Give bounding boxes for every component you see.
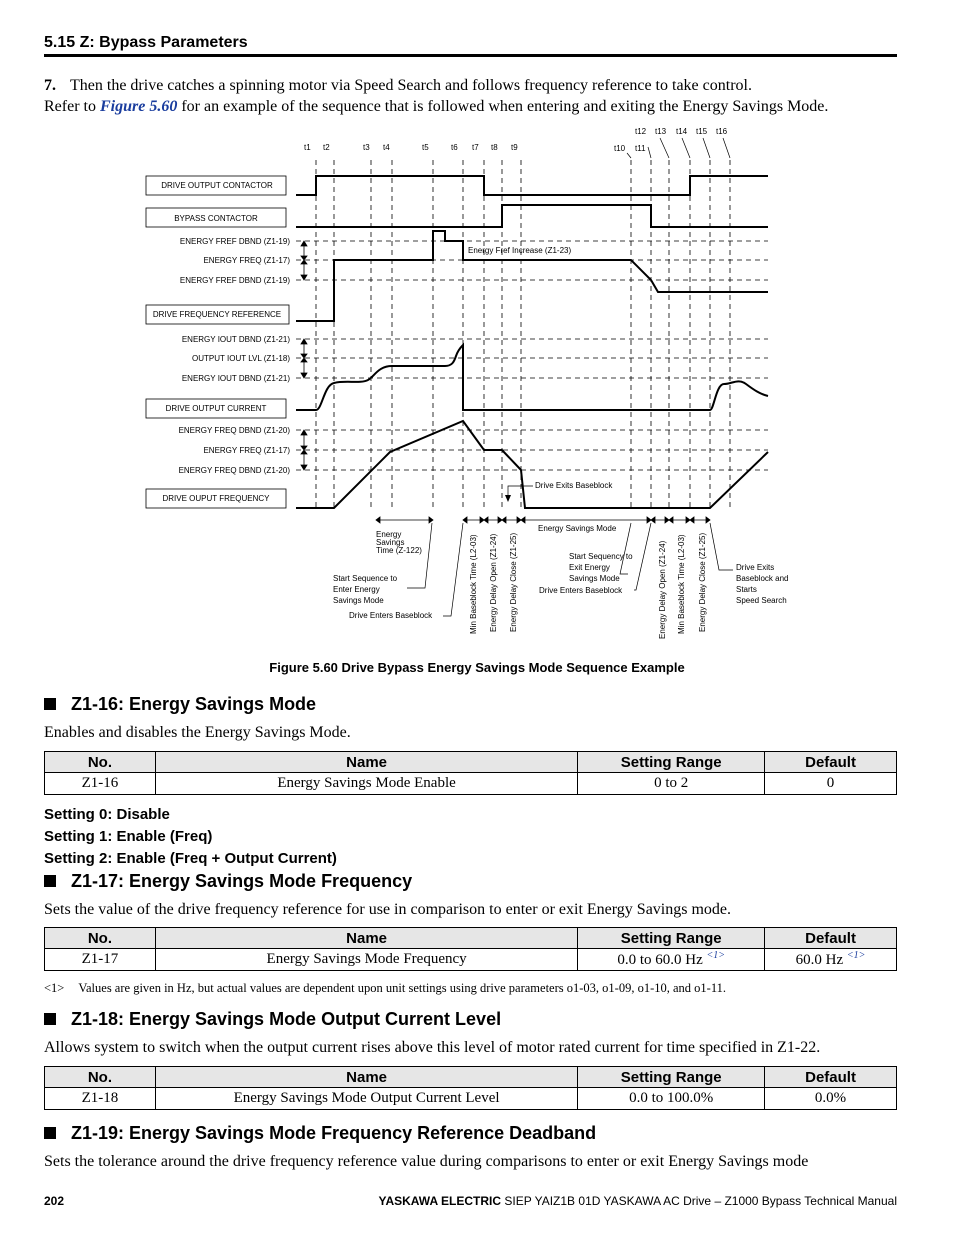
time-label: t7: [472, 143, 479, 152]
z1-17-description: Sets the value of the drive frequency reference for use in comparison to enter or exit Energy Savings mode.: [44, 901, 732, 918]
annotation-delay-open-2: Energy Delay Open (Z1-24): [658, 540, 667, 639]
step-line-1: Then the drive catches a spinning motor via Speed Search and follows frequency reference to take control.: [70, 77, 752, 94]
col-header: Name: [155, 1067, 577, 1088]
time-labels: [304, 127, 728, 153]
time-label: t11: [635, 144, 646, 153]
level-label: ENERGY FREQ (Z1-17): [203, 446, 290, 455]
time-label: t8: [491, 143, 498, 152]
signal-drive-output-current: DRIVE OUTPUT CURRENT: [165, 404, 267, 413]
time-label: t13: [655, 127, 667, 136]
z1-17-table: [44, 927, 897, 971]
z1-16-title: [44, 694, 316, 715]
table-header-row: [45, 752, 897, 773]
level-label: OUTPUT IOUT LVL (Z1-18): [192, 354, 290, 363]
setting-0: Setting 0: Disable: [44, 806, 170, 823]
z1-19-title-text: Z1-19: Energy Savings Mode Frequency Reference Deadband: [71, 1123, 597, 1143]
page-number: 202: [44, 1194, 65, 1208]
wave-output-current: [296, 345, 768, 410]
annotation-min-baseblock-time-1: Min Baseblock Time (L2-03): [469, 534, 478, 634]
cell-range: 0.0 to 100.0%: [578, 1088, 765, 1110]
annotation-energy-savings-time: Energy Savings Time (Z-122): [376, 530, 422, 555]
time-label: t3: [363, 143, 370, 152]
col-header: Default: [765, 928, 897, 949]
section-header: 5.15 Z: Bypass Parameters: [44, 34, 248, 51]
z1-16-description: Enables and disables the Energy Savings Mode.: [44, 724, 351, 741]
col-header: No.: [45, 1067, 156, 1088]
cell-no: Z1-17: [45, 949, 156, 971]
z1-18-table: [44, 1066, 897, 1110]
table-row: [45, 949, 897, 971]
level-label: ENERGY FREQ DBND (Z1-20): [178, 466, 290, 475]
square-bullet-icon: [44, 875, 56, 887]
z1-17-title-text: Z1-17: Energy Savings Mode Frequency: [71, 871, 413, 891]
setting-2: Setting 2: Enable (Freq + Output Current): [44, 850, 337, 867]
signal-drive-frequency-reference: DRIVE FREQUENCY REFERENCE: [152, 310, 282, 319]
footnote: [44, 981, 726, 996]
z1-19-description: Sets the tolerance around the drive frequency reference value during comparisons to enter or exit Energy Savings mode: [44, 1153, 809, 1170]
figure-caption: Figure 5.60 Drive Bypass Energy Savings Mode Sequence Example: [269, 660, 685, 675]
time-label: t2: [323, 143, 330, 152]
col-header: No.: [45, 752, 156, 773]
footer-manual-title: [379, 1194, 897, 1208]
level-labels: [179, 237, 291, 475]
annotation-start-seq-enter: Start Sequence to Enter Energy Savings Mode: [333, 574, 398, 605]
time-label: t6: [451, 143, 458, 152]
col-header: Default: [765, 752, 897, 773]
z1-18-description: Allows system to switch when the output current rises above this level of motor rated current for time specified in Z1-22.: [44, 1039, 821, 1056]
level-label: ENERGY FREF DBND (Z1-19): [179, 276, 290, 285]
annotation-energy-savings-mode: Energy Savings Mode: [538, 524, 617, 533]
col-header: No.: [45, 928, 156, 949]
wave-frequency-reference: [296, 231, 768, 321]
table-row: [45, 1088, 897, 1110]
z1-17-title: [44, 871, 412, 892]
level-label: ENERGY FREQ (Z1-17): [203, 256, 290, 265]
wave-output-frequency: [296, 421, 768, 508]
time-label: t16: [716, 127, 728, 136]
level-label: ENERGY FREF DBND (Z1-19): [179, 237, 290, 246]
annotation-drive-enters-baseblock-2: Drive Enters Baseblock: [539, 586, 623, 595]
z1-18-title-text: Z1-18: Energy Savings Mode Output Current Level: [71, 1009, 502, 1029]
annotation-drive-exits-baseblock: Drive Exits Baseblock: [535, 481, 613, 490]
wave-bypass-contactor: [296, 205, 768, 227]
col-header: Name: [155, 928, 577, 949]
annotation-fref-increase: Energy Fref Increase (Z1-23): [468, 246, 572, 255]
footnote-ref[interactable]: <1>: [846, 950, 866, 961]
time-label: t14: [676, 127, 688, 136]
col-header: Default: [765, 1067, 897, 1088]
signal-drive-output-frequency: DRIVE OUPUT FREQUENCY: [162, 494, 270, 503]
annotation-min-baseblock-time-2: Min Baseblock Time (L2-03): [677, 534, 686, 634]
annotation-start-seq-exit: Start Sequency to Exit Energy Savings Mode: [569, 552, 633, 583]
cell-no: Z1-18: [45, 1088, 156, 1110]
time-label: t1: [304, 143, 311, 152]
table-header-row: [45, 1067, 897, 1088]
refer-prefix: Refer to: [44, 98, 100, 115]
footnote-ref[interactable]: <1>: [706, 950, 726, 961]
annotation-exits-speed-search: Drive Exits Baseblock and Starts Speed Search: [736, 563, 789, 605]
time-label: t15: [696, 127, 708, 136]
cell-range-value: 0.0 to 60.0 Hz: [617, 952, 703, 968]
time-label: t12: [635, 127, 647, 136]
col-header: Setting Range: [578, 752, 765, 773]
time-label: t4: [383, 143, 390, 152]
signal-drive-output-contactor: DRIVE OUTPUT CONTACTOR: [161, 181, 273, 190]
annotation-delay-close-1: Energy Delay Close (Z1-25): [509, 532, 518, 632]
square-bullet-icon: [44, 698, 56, 710]
step-number: 7.: [44, 77, 56, 94]
annotation-delay-open-1: Energy Delay Open (Z1-24): [489, 533, 498, 632]
table-row: [45, 773, 897, 795]
time-guides: [296, 160, 768, 510]
time-label: t10: [614, 144, 626, 153]
cell-default-value: 60.0 Hz: [795, 952, 844, 968]
z1-16-table: [44, 751, 897, 795]
signal-bypass-contactor: BYPASS CONTACTOR: [174, 214, 258, 223]
square-bullet-icon: [44, 1013, 56, 1025]
time-label: t5: [422, 143, 429, 152]
z1-19-title: [44, 1123, 596, 1144]
cell-default: 0: [765, 773, 897, 795]
cell-name: Energy Savings Mode Output Current Level: [155, 1088, 577, 1110]
level-label: ENERGY FREQ DBND (Z1-20): [178, 426, 290, 435]
footer-brand: YASKAWA ELECTRIC: [378, 1194, 502, 1208]
footnote-text: Values are given in Hz, but actual values are dependent upon unit settings using drive parameters o1-03, o1-09, o1-10, and o1-11.: [78, 981, 726, 995]
time-label: t9: [511, 143, 518, 152]
footnote-marker: <1>: [44, 981, 65, 995]
annotation-delay-close-2: Energy Delay Close (Z1-25): [698, 532, 707, 632]
col-header: Name: [155, 752, 577, 773]
cell-name: Energy Savings Mode Frequency: [155, 949, 577, 971]
figure-link[interactable]: Figure 5.60: [99, 98, 178, 115]
level-label: ENERGY IOUT DBND (Z1-21): [181, 374, 290, 383]
col-header: Setting Range: [578, 1067, 765, 1088]
sequence-diagram: [0, 120, 954, 660]
annotation-drive-enters-baseblock-1: Drive Enters Baseblock: [349, 611, 433, 620]
cell-range: 0 to 2: [578, 773, 765, 795]
table-header-row: [45, 928, 897, 949]
setting-1: Setting 1: Enable (Freq): [44, 828, 213, 845]
cell-default: [765, 949, 897, 971]
footer-doc: SIEP YAIZ1B 01D YASKAWA AC Drive – Z1000 Bypass Technical Manual: [501, 1194, 897, 1208]
cell-default: 0.0%: [765, 1088, 897, 1110]
wave-drive-output-contactor: [296, 176, 768, 195]
header-rule: [44, 54, 897, 57]
step-7-paragraph: [44, 75, 904, 117]
cell-no: Z1-16: [45, 773, 156, 795]
square-bullet-icon: [44, 1127, 56, 1139]
level-label: ENERGY IOUT DBND (Z1-21): [181, 335, 290, 344]
z1-18-title: [44, 1009, 501, 1030]
cell-name: Energy Savings Mode Enable: [155, 773, 577, 795]
z1-16-title-text: Z1-16: Energy Savings Mode: [71, 694, 317, 714]
col-header: Setting Range: [578, 928, 765, 949]
waveforms: [296, 176, 768, 508]
cell-range: [578, 949, 765, 971]
refer-suffix: for an example of the sequence that is followed when entering and exiting the Energy Savings Mode.: [177, 98, 829, 115]
